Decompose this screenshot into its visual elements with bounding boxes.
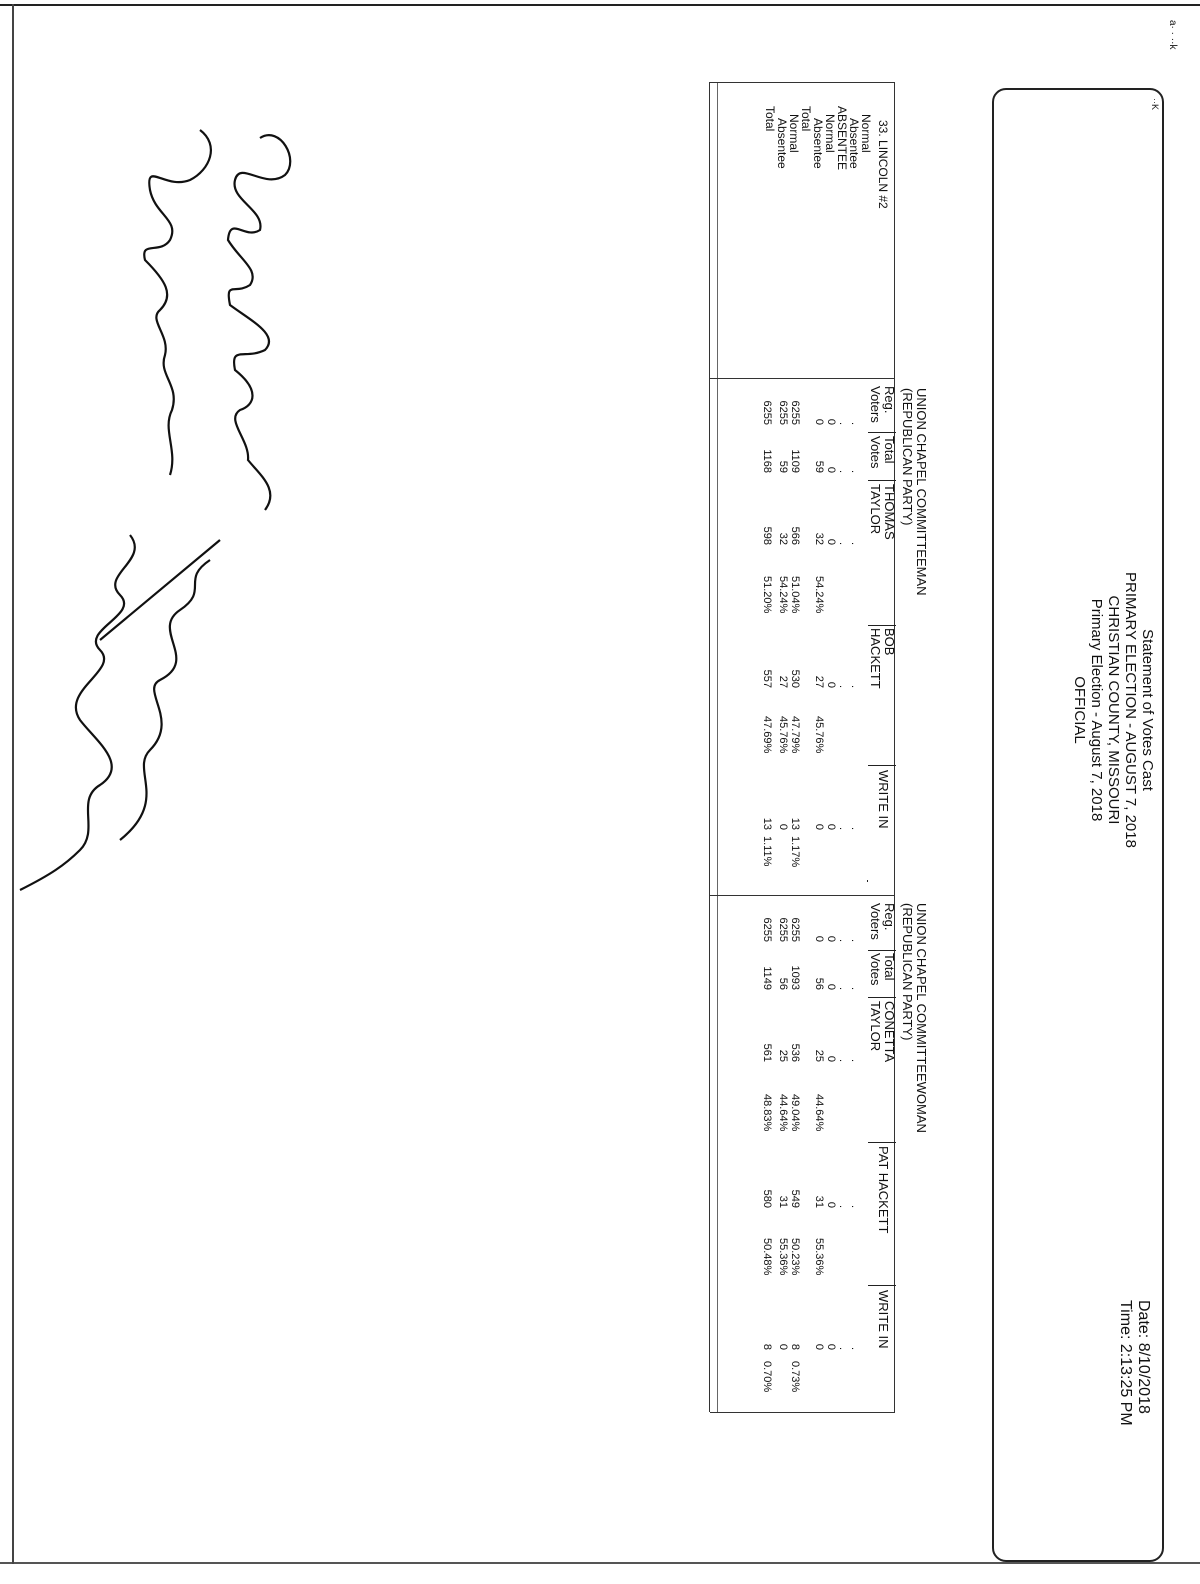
vote-cell: 27: [777, 675, 789, 688]
col-divider: [868, 1142, 896, 1143]
vote-cell: .: [849, 421, 861, 425]
vote-cell: 0: [777, 1343, 789, 1350]
vote-cell: 0: [825, 935, 837, 942]
vote-cell: .: [837, 541, 849, 545]
vote-cell: .: [837, 1204, 849, 1208]
percent-cell: 54.24%: [777, 576, 789, 614]
col-total-votes: [868, 436, 896, 469]
vote-cell: 32: [813, 532, 825, 545]
candidate-name: THOMAS: [882, 484, 897, 540]
report-title: [1071, 500, 1156, 920]
candidate-name: TAYLOR: [868, 1001, 883, 1052]
col-candidate: [868, 628, 896, 689]
vote-cell: 0: [825, 538, 837, 545]
office-title: [900, 388, 928, 596]
col-candidate: [876, 770, 890, 829]
col-label: Reg.: [882, 386, 897, 414]
vote-cell: 0: [825, 823, 837, 830]
office-name: UNION CHAPEL COMMITTEEWOMAN: [914, 903, 929, 1133]
vote-cell: 0: [777, 823, 789, 830]
vote-cell: 1149: [761, 966, 773, 990]
percent-cell: 55.36%: [777, 1238, 789, 1276]
vote-cell: 56: [813, 977, 825, 990]
vote-cell: 1168: [761, 449, 773, 473]
col-divider: [868, 625, 896, 626]
row-label: Absentee: [775, 118, 789, 169]
vote-cell: 566: [789, 526, 801, 545]
candidate-name: HACKETT: [868, 628, 883, 689]
col-reg-voters: [868, 903, 896, 940]
col-tick: [867, 880, 868, 882]
percent-cell: 48.83%: [761, 1094, 773, 1132]
vote-cell: 0: [813, 1343, 825, 1350]
title-line: Statement of Votes Cast: [1139, 629, 1156, 791]
col-label: Total: [882, 436, 897, 464]
percent-cell: 45.76%: [813, 716, 825, 754]
signature-4: [10, 520, 160, 900]
section-divider: [710, 895, 895, 896]
percent-cell: 51.04%: [789, 576, 801, 614]
percent-cell: 55.36%: [813, 1238, 825, 1276]
vote-cell: .: [837, 469, 849, 473]
row-label: ABSENTEE: [835, 106, 849, 171]
vote-cell: 557: [761, 669, 773, 688]
col-candidate: [868, 484, 896, 540]
vote-cell: .: [837, 1058, 849, 1062]
col-label: Votes: [868, 953, 883, 986]
percent-cell: 51.20%: [761, 576, 773, 614]
vote-cell: 0: [813, 418, 825, 425]
percent-cell: 47.79%: [789, 716, 801, 754]
vote-cell: 25: [777, 1049, 789, 1062]
candidate-name: WRITE IN: [876, 770, 891, 829]
vote-cell: 32: [777, 532, 789, 545]
percent-cell: 0.70%: [761, 1361, 773, 1393]
table-left-rule: [710, 82, 895, 83]
col-divider: [868, 950, 896, 951]
vote-cell: 6255: [761, 400, 773, 425]
candidate-name: CONETTA: [882, 1001, 897, 1063]
vote-cell: 530: [789, 669, 801, 688]
vote-cell: 8: [789, 1343, 801, 1350]
vote-cell: .: [837, 826, 849, 830]
vote-cell: 0: [813, 935, 825, 942]
title-line: OFFICIAL: [1071, 676, 1088, 744]
vote-cell: 0: [813, 823, 825, 830]
table-total-rule: [717, 82, 718, 1412]
vote-cell: 6255: [761, 917, 773, 942]
vote-cell: 6255: [777, 400, 789, 425]
row-label: Normal: [859, 114, 873, 153]
candidate-name: PAT HACKETT: [876, 1146, 891, 1234]
office-party: (REPUBLICAN PARTY): [900, 388, 915, 526]
candidate-name: WRITE IN: [876, 1290, 891, 1349]
vote-cell: .: [837, 986, 849, 990]
vote-cell: 59: [813, 460, 825, 473]
vote-cell: 1093: [789, 965, 801, 990]
vote-cell: 0: [825, 983, 837, 990]
percent-cell: 54.24%: [813, 576, 825, 614]
percent-cell: 44.64%: [777, 1094, 789, 1132]
vote-cell: 1109: [789, 449, 801, 473]
office-title: [900, 903, 928, 1133]
vote-cell: 598: [761, 526, 773, 545]
vote-cell: .: [849, 1204, 861, 1208]
vote-cell: .: [849, 1058, 861, 1062]
vote-cell: 27: [813, 675, 825, 688]
candidate-name: BOB: [882, 628, 897, 656]
vote-cell: .: [849, 684, 861, 688]
vote-cell: .: [849, 469, 861, 473]
col-label: Total: [882, 953, 897, 981]
table-top-rule: [894, 82, 895, 1412]
col-divider: [868, 997, 896, 998]
vote-cell: 580: [761, 1189, 773, 1208]
col-label: Voters: [868, 903, 883, 940]
corner-mark: a· · ··k: [1167, 20, 1178, 50]
vote-cell: 0: [825, 418, 837, 425]
col-label: Reg.: [882, 903, 897, 931]
vote-cell: .: [849, 938, 861, 942]
col-reg-voters: [868, 386, 896, 423]
col-label: Votes: [868, 436, 883, 469]
col-divider: [868, 432, 896, 433]
title-line: CHRISTIAN COUNTY, MISSOURI: [1105, 595, 1122, 825]
vote-cell: 6255: [789, 400, 801, 425]
vote-cell: 8: [761, 1343, 773, 1350]
col-candidate: [876, 1146, 890, 1233]
precinct-name: 33. LINCOLN #2: [876, 120, 890, 209]
percent-cell: 49.04%: [789, 1094, 801, 1132]
title-line: Primary Election - August 7, 2018: [1088, 598, 1105, 822]
percent-cell: 1.11%: [761, 836, 773, 867]
percent-cell: 44.64%: [813, 1094, 825, 1132]
vote-cell: .: [837, 684, 849, 688]
vote-cell: 31: [777, 1195, 789, 1208]
vote-cell: 0: [825, 466, 837, 473]
report-datetime: [1116, 1300, 1152, 1426]
report-date: Date: 8/10/2018: [1135, 1300, 1152, 1414]
table-bottom-rule: [709, 82, 710, 1412]
table-right-rule: [710, 1412, 895, 1413]
col-candidate: [868, 1001, 896, 1062]
office-name: UNION CHAPEL COMMITTEEMAN: [914, 388, 929, 596]
vote-cell: .: [837, 421, 849, 425]
col-divider: [868, 765, 896, 766]
vote-cell: 0: [825, 681, 837, 688]
vote-cell: 31: [813, 1195, 825, 1208]
vote-cell: 0: [825, 1055, 837, 1062]
row-label: Absentee: [811, 118, 825, 169]
percent-cell: 50.23%: [789, 1238, 801, 1276]
vote-cell: 0: [825, 1343, 837, 1350]
header-corner-mark: ··K: [1150, 98, 1160, 110]
title-line: PRIMARY ELECTION - AUGUST 7, 2018: [1122, 572, 1139, 848]
col-divider: [868, 480, 896, 481]
percent-cell: 50.48%: [761, 1238, 773, 1276]
col-divider: [868, 1285, 896, 1286]
vote-cell: 549: [789, 1189, 801, 1208]
row-label: Normal: [787, 114, 801, 153]
vote-cell: .: [849, 1346, 861, 1350]
percent-cell: 45.76%: [777, 716, 789, 754]
section-divider: [710, 378, 895, 379]
vote-cell: 13: [789, 817, 801, 830]
vote-cell: .: [837, 938, 849, 942]
percent-cell: 47.69%: [761, 716, 773, 754]
row-label: Total: [799, 106, 813, 132]
report-time: Time: 2:13:25 PM: [1117, 1300, 1134, 1426]
percent-cell: 0.73%: [789, 1361, 801, 1393]
vote-cell: .: [837, 1346, 849, 1350]
vote-cell: 6255: [789, 917, 801, 942]
vote-cell: .: [849, 541, 861, 545]
signature-2: [100, 120, 240, 540]
vote-cell: 59: [777, 460, 789, 473]
vote-cell: 536: [789, 1043, 801, 1062]
office-party: (REPUBLICAN PARTY): [900, 903, 915, 1041]
vote-cell: 6255: [777, 917, 789, 942]
vote-cell: .: [849, 826, 861, 830]
vote-cell: .: [849, 986, 861, 990]
vote-cell: 25: [813, 1049, 825, 1062]
vote-cell: 13: [761, 817, 773, 830]
col-total-votes: [868, 953, 896, 986]
vote-cell: 0: [825, 1201, 837, 1208]
row-label: Total: [763, 106, 777, 132]
col-candidate: [876, 1290, 890, 1349]
percent-cell: 1.17%: [789, 836, 801, 868]
row-label: Normal: [823, 114, 837, 153]
col-label: Voters: [868, 386, 883, 423]
vote-cell: 561: [761, 1043, 773, 1062]
candidate-name: TAYLOR: [868, 484, 883, 535]
row-label: Absentee: [847, 118, 861, 169]
vote-cell: 56: [777, 977, 789, 990]
